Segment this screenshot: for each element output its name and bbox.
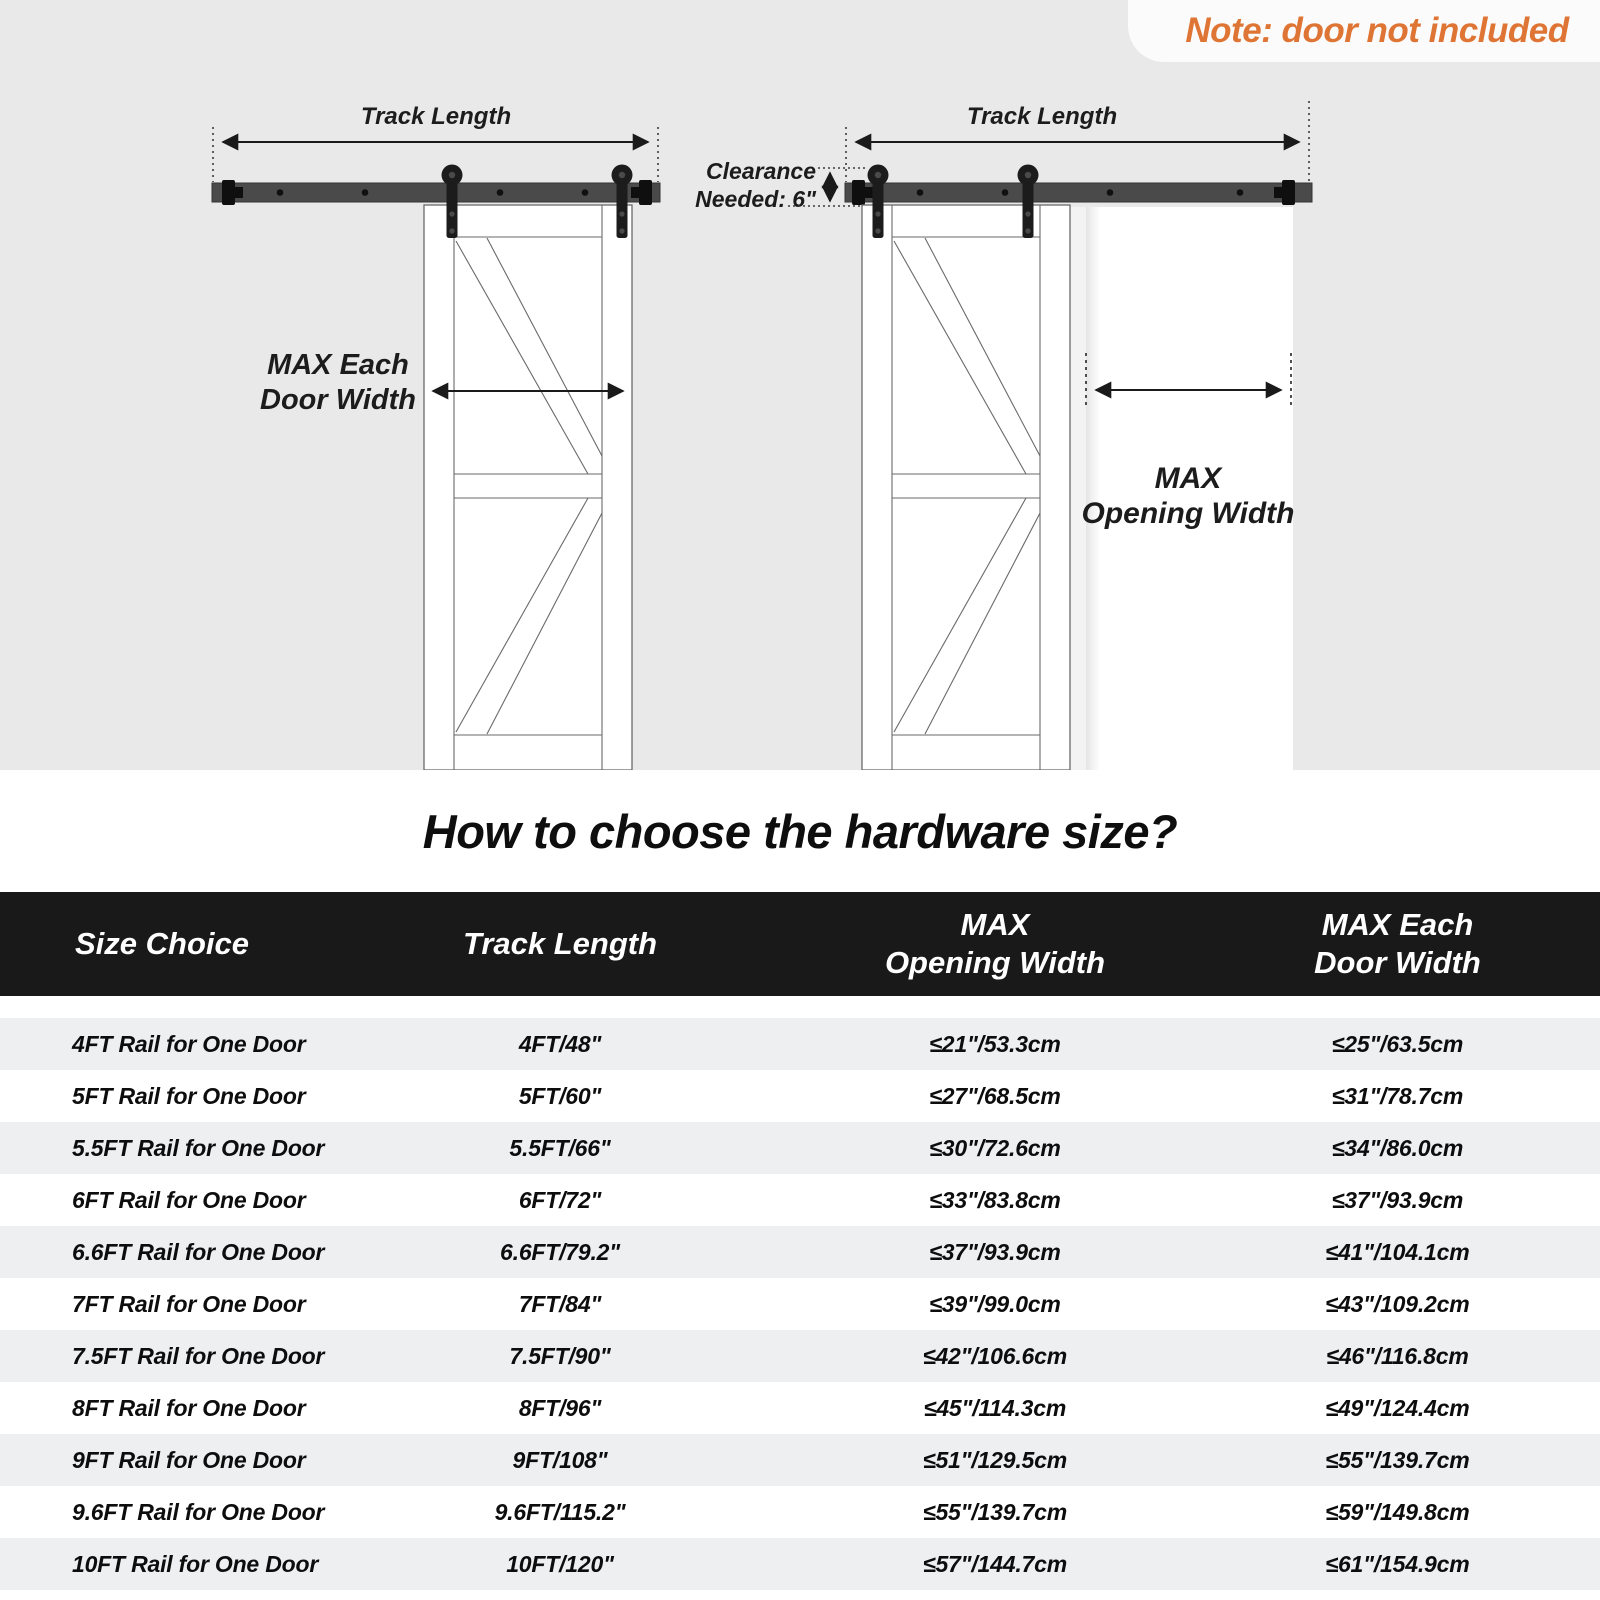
door-stop [852,180,865,205]
cell-track-length: 4FT/48" [518,1030,602,1057]
opening-inner-shadow [1086,207,1100,770]
table-row [0,1122,1600,1174]
door-stop [1282,180,1295,205]
track-rail-left [212,180,660,205]
table-row [0,1538,1600,1590]
diagram-section [0,0,1600,770]
cell-size-choice: 7FT Rail for One Door [72,1290,306,1317]
cell-max-each-door-width: ≤31"/78.7cm [1331,1082,1464,1109]
max-each-door-width-label-line1: MAX Each [267,349,409,381]
cell-max-each-door-width: ≤61"/154.9cm [1325,1550,1470,1577]
clearance-label-line2: Needed: 6" [695,186,816,212]
table-row [0,1070,1600,1122]
cell-track-length: 5.5FT/66" [509,1134,611,1161]
cell-size-choice: 8FT Rail for One Door [72,1394,306,1421]
note-text: Note: door not included [1185,11,1569,50]
cell-size-choice: 7.5FT Rail for One Door [72,1342,325,1369]
max-opening-width-label-line2: Opening Width [1081,497,1295,530]
clearance-label-line1: Clearance [706,158,816,184]
cell-max-opening-width: ≤33"/83.8cm [929,1186,1061,1213]
cell-track-length: 6.6FT/79.2" [500,1238,620,1265]
max-each-door-width-label-line2: Door Width [260,384,416,416]
cell-size-choice: 9FT Rail for One Door [72,1446,306,1473]
header-track-length: Track Length [462,926,658,961]
diagram-right [695,101,1312,770]
header-max-opening-width: MAX Opening Width [884,907,1106,980]
cell-max-each-door-width: ≤46"/116.8cm [1326,1342,1469,1369]
header-max-each-door-width: MAX Each Door Width [1314,907,1481,980]
cell-max-opening-width: ≤30"/72.6cm [929,1134,1061,1161]
table-row [0,1174,1600,1226]
cell-max-each-door-width: ≤59"/149.8cm [1325,1498,1470,1525]
table-row [0,1382,1600,1434]
door-stop [639,180,652,205]
track-rail-right [845,180,1312,205]
cell-track-length: 5FT/60" [518,1082,602,1109]
cell-track-length: 7FT/84" [518,1290,602,1317]
track-length-label-left: Track Length [360,103,512,130]
title-band [0,770,1600,892]
cell-track-length: 8FT/96" [518,1394,602,1421]
barn-door-left [424,205,632,770]
cell-max-each-door-width: ≤43"/109.2cm [1325,1290,1470,1317]
table-row [0,1226,1600,1278]
cell-max-opening-width: ≤45"/114.3cm [923,1394,1067,1421]
cell-max-each-door-width: ≤37"/93.9cm [1331,1186,1464,1213]
door-stop [222,180,235,205]
diagram-left [212,103,660,770]
cell-max-opening-width: ≤37"/93.9cm [929,1238,1061,1265]
note-card [1128,0,1600,62]
table-row [0,1278,1600,1330]
cell-max-opening-width: ≤39"/99.0cm [929,1290,1061,1317]
cell-track-length: 10FT/120" [506,1550,614,1577]
cell-size-choice: 6.6FT Rail for One Door [72,1238,325,1265]
barn-door-right [862,205,1070,770]
cell-max-opening-width: ≤42"/106.6cm [923,1342,1067,1369]
cell-max-opening-width: ≤27"/68.5cm [929,1082,1061,1109]
cell-max-each-door-width: ≤49"/124.4cm [1325,1394,1470,1421]
cell-max-opening-width: ≤55"/139.7cm [923,1498,1067,1525]
section-title: How to choose the hardware size? [422,804,1178,858]
cell-max-each-door-width: ≤34"/86.0cm [1331,1134,1464,1161]
cell-max-opening-width: ≤21"/53.3cm [929,1030,1061,1057]
cell-track-length: 9.6FT/115.2" [494,1498,626,1525]
cell-track-length: 6FT/72" [518,1186,602,1213]
cell-track-length: 7.5FT/90" [509,1342,611,1369]
cell-size-choice: 9.6FT Rail for One Door [72,1498,325,1525]
cell-size-choice: 6FT Rail for One Door [72,1186,306,1213]
cell-track-length: 9FT/108" [512,1446,608,1473]
cell-size-choice: 10FT Rail for One Door [72,1550,319,1577]
cell-max-opening-width: ≤57"/144.7cm [923,1550,1067,1577]
cell-max-opening-width: ≤51"/129.5cm [923,1446,1067,1473]
cell-max-each-door-width: ≤41"/104.1cm [1325,1238,1470,1265]
table-row [0,1434,1600,1486]
door-shadow-strip [1070,207,1086,770]
cell-max-each-door-width: ≤55"/139.7cm [1325,1446,1470,1473]
cell-size-choice: 5.5FT Rail for One Door [72,1134,325,1161]
size-table-body [0,1018,1600,1590]
table-header [0,892,1600,996]
cell-max-each-door-width: ≤25"/63.5cm [1331,1030,1464,1057]
header-size-choice: Size Choice [75,926,249,961]
track-length-label-right: Track Length [966,103,1118,130]
table-row [0,1018,1600,1070]
table-row [0,1330,1600,1382]
cell-size-choice: 5FT Rail for One Door [72,1082,306,1109]
cell-size-choice: 4FT Rail for One Door [72,1030,306,1057]
table-row [0,1486,1600,1538]
hardware-diagram [0,0,1600,770]
max-opening-width-label-line1: MAX [1154,462,1222,495]
